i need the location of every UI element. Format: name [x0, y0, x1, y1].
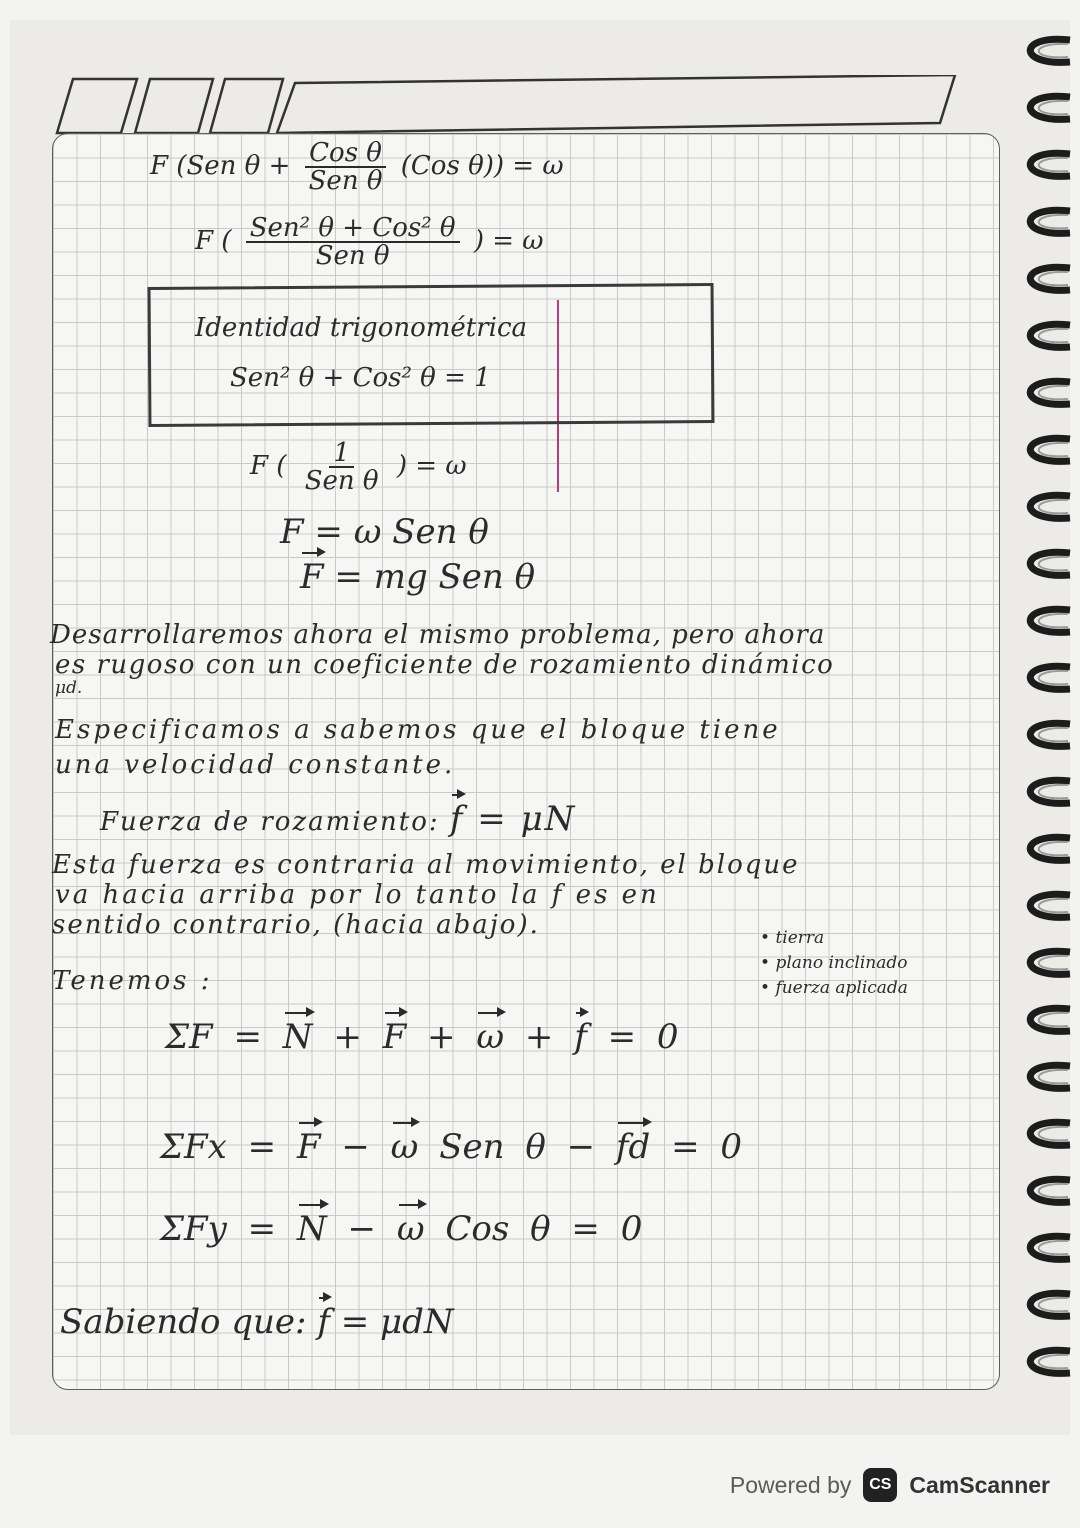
equation-line-3: F ( $\frac{1}{\text{Sen θ}}$ ) = ω	[250, 438, 467, 496]
equation-line-5: F = mg Sen θ	[300, 557, 536, 597]
spiral-ring-highlight	[1039, 386, 1068, 399]
spiral-ring-highlight	[1039, 1355, 1068, 1368]
spiral-ring-highlight	[1039, 614, 1068, 627]
spiral-ring-highlight	[1039, 500, 1068, 513]
sabiendo-line: Sabiendo que: f = μdN	[60, 1302, 454, 1342]
camscanner-brand: CamScanner	[909, 1471, 1050, 1498]
spiral-ring	[1030, 723, 1070, 746]
spiral-ring	[1030, 210, 1070, 233]
paragraph-2-line-2: una velocidad constante.	[55, 750, 456, 780]
spiral-ring	[1030, 495, 1070, 518]
paragraph-3-line-2: va hacia arriba por lo tanto la f es en	[55, 880, 660, 910]
spiral-ring	[1030, 267, 1070, 290]
sum-f-equation: ΣF = N + F + ω + f = 0	[165, 1017, 679, 1057]
spiral-ring	[1030, 39, 1070, 62]
paragraph-3-line-3: sentido contrario, (hacia abajo).	[52, 910, 540, 940]
paragraph-3-line-1: Esta fuerza es contraria al movimiento, el bloque	[52, 850, 800, 880]
spiral-ring-highlight	[1039, 728, 1068, 741]
spiral-ring	[1030, 1350, 1070, 1373]
spiral-ring	[1030, 1179, 1070, 1202]
spiral-ring	[1030, 1236, 1070, 1259]
spiral-ring-highlight	[1039, 215, 1068, 228]
spiral-ring-highlight	[1039, 1013, 1068, 1026]
friction-line: Fuerza de rozamiento: f = μN	[100, 799, 577, 839]
spiral-ring	[1030, 951, 1070, 974]
bullet-2: • plano inclinado	[760, 953, 908, 973]
equation-line-1: F (Sen θ + $\frac{\text{Cos θ}}{\text{Sen θ}}$ (Cos θ)) = ω	[150, 138, 564, 196]
spiral-ring-highlight	[1039, 443, 1068, 456]
spiral-ring-highlight	[1039, 557, 1068, 570]
sum-fx-equation: ΣFx = F − ω Sen θ − fd = 0	[160, 1127, 743, 1167]
spiral-ring-highlight	[1039, 1127, 1068, 1140]
tenemos-label: Tenemos :	[52, 966, 213, 996]
powered-by-text: Powered by	[729, 1471, 852, 1498]
spiral-ring	[1030, 780, 1070, 803]
spiral-ring-highlight	[1039, 1298, 1068, 1311]
spiral-ring-highlight	[1039, 785, 1068, 798]
equation-line-4: F = ω Sen θ	[280, 512, 489, 552]
bullet-1: • tierra	[760, 928, 825, 948]
scanner-footer	[730, 1465, 1050, 1505]
spiral-ring-highlight	[1039, 101, 1068, 114]
spiral-ring-highlight	[1039, 899, 1068, 912]
spiral-ring-highlight	[1039, 842, 1068, 855]
paragraph-1-line-2: es rugoso con un coeficiente de rozamiento dinámico	[55, 650, 835, 680]
spiral-ring-highlight	[1039, 671, 1068, 684]
spiral-ring-highlight	[1039, 1184, 1068, 1197]
spiral-ring	[1030, 609, 1070, 632]
spiral-binding	[1008, 20, 1080, 1440]
spiral-ring	[1030, 837, 1070, 860]
camscanner-logo-icon: CS	[863, 1468, 897, 1502]
spiral-ring	[1030, 1065, 1070, 1088]
sum-fy-equation: ΣFy = N − ω Cos θ = 0	[160, 1209, 643, 1249]
spiral-ring	[1030, 552, 1070, 575]
spiral-ring	[1030, 96, 1070, 119]
spiral-ring	[1030, 381, 1070, 404]
identity-title: Identidad trigonométrica	[195, 313, 528, 343]
spiral-ring	[1030, 894, 1070, 917]
bullet-3: • fuerza aplicada	[760, 978, 908, 998]
spiral-ring	[1030, 1122, 1070, 1145]
spiral-ring-highlight	[1039, 1070, 1068, 1083]
paragraph-1-line-1: Desarrollaremos ahora el mismo problema, pero ahora	[50, 620, 826, 650]
spiral-ring-highlight	[1039, 1241, 1068, 1254]
spiral-ring-highlight	[1039, 329, 1068, 342]
paragraph-2-line-1: Especificamos a sabemos que el bloque tiene	[55, 715, 781, 745]
equation-line-2: F ( $\frac{\text{Sen² θ + Cos² θ}}{\text{Sen θ}}$ ) = ω	[195, 213, 544, 271]
spiral-ring	[1030, 438, 1070, 461]
spiral-ring-highlight	[1039, 956, 1068, 969]
spiral-ring-highlight	[1039, 158, 1068, 171]
spiral-ring	[1030, 1293, 1070, 1316]
spiral-ring	[1030, 1008, 1070, 1031]
spiral-ring	[1030, 324, 1070, 347]
spiral-ring	[1030, 666, 1070, 689]
identity-formula: Sen² θ + Cos² θ = 1	[230, 363, 491, 393]
spiral-ring	[1030, 153, 1070, 176]
identity-box	[148, 283, 715, 427]
paragraph-1-line-3: μd.	[55, 678, 83, 698]
spiral-ring-highlight	[1039, 272, 1068, 285]
spiral-ring-highlight	[1039, 44, 1068, 57]
header-tabs	[55, 75, 960, 137]
